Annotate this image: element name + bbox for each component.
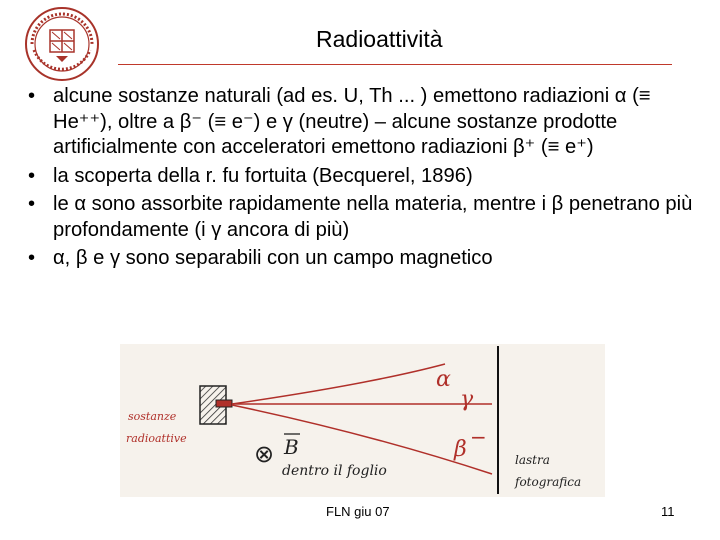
label-plate-2: fotografica bbox=[515, 475, 582, 489]
bullet-text: la scoperta della r. fu fortuita (Becquerel, 1896) bbox=[53, 164, 473, 187]
bullet-dot: • bbox=[28, 247, 36, 269]
label-beta-sign: − bbox=[470, 425, 487, 449]
bullet-text: le α sono assorbite rapidamente nella materia, mentre i β penetrano più profondamente (i γ ancora di più) bbox=[53, 193, 693, 241]
bullet-list bbox=[28, 84, 700, 275]
label-beta: β bbox=[454, 437, 467, 462]
label-source-1: sostanze bbox=[128, 410, 177, 423]
label-field-text: dentro il foglio bbox=[282, 463, 387, 479]
bullet-item bbox=[28, 84, 700, 161]
magnetic-field-into-page-icon: ⊗ bbox=[254, 440, 275, 468]
footer-text: FLN giu 07 bbox=[326, 504, 390, 519]
bullet-item bbox=[28, 246, 700, 272]
bullet-dot: • bbox=[28, 85, 36, 107]
page-number: 11 bbox=[661, 504, 675, 519]
bullet-item bbox=[28, 164, 700, 190]
label-alpha: α bbox=[436, 367, 451, 392]
bullet-text: alcune sostanze naturali (ad es. U, Th ... ) emettono radiazioni α (≡ He⁺⁺), oltre a β⁻ (≡ e⁻) e γ (neutre) – alcune sostanze prodotte artificialmente con acceleratori emettono radiazioni β⁺ (≡ e⁺) bbox=[53, 85, 651, 158]
label-field-vector: B bbox=[284, 435, 299, 459]
label-source-2: radioattive bbox=[126, 432, 187, 445]
slide-title: Radioattività bbox=[316, 26, 443, 52]
radiation-separation-figure bbox=[120, 344, 605, 497]
bullet-dot: • bbox=[28, 164, 36, 187]
bullet-text: α, β e γ sono separabili con un campo magnetico bbox=[53, 247, 493, 269]
label-plate-1: lastra bbox=[515, 453, 550, 467]
label-gamma: γ bbox=[460, 387, 474, 412]
university-seal-logo bbox=[24, 6, 100, 82]
bullet-item bbox=[28, 192, 700, 243]
bullet-dot: • bbox=[28, 193, 36, 215]
source-aperture bbox=[216, 400, 232, 407]
title-underline bbox=[118, 64, 672, 65]
